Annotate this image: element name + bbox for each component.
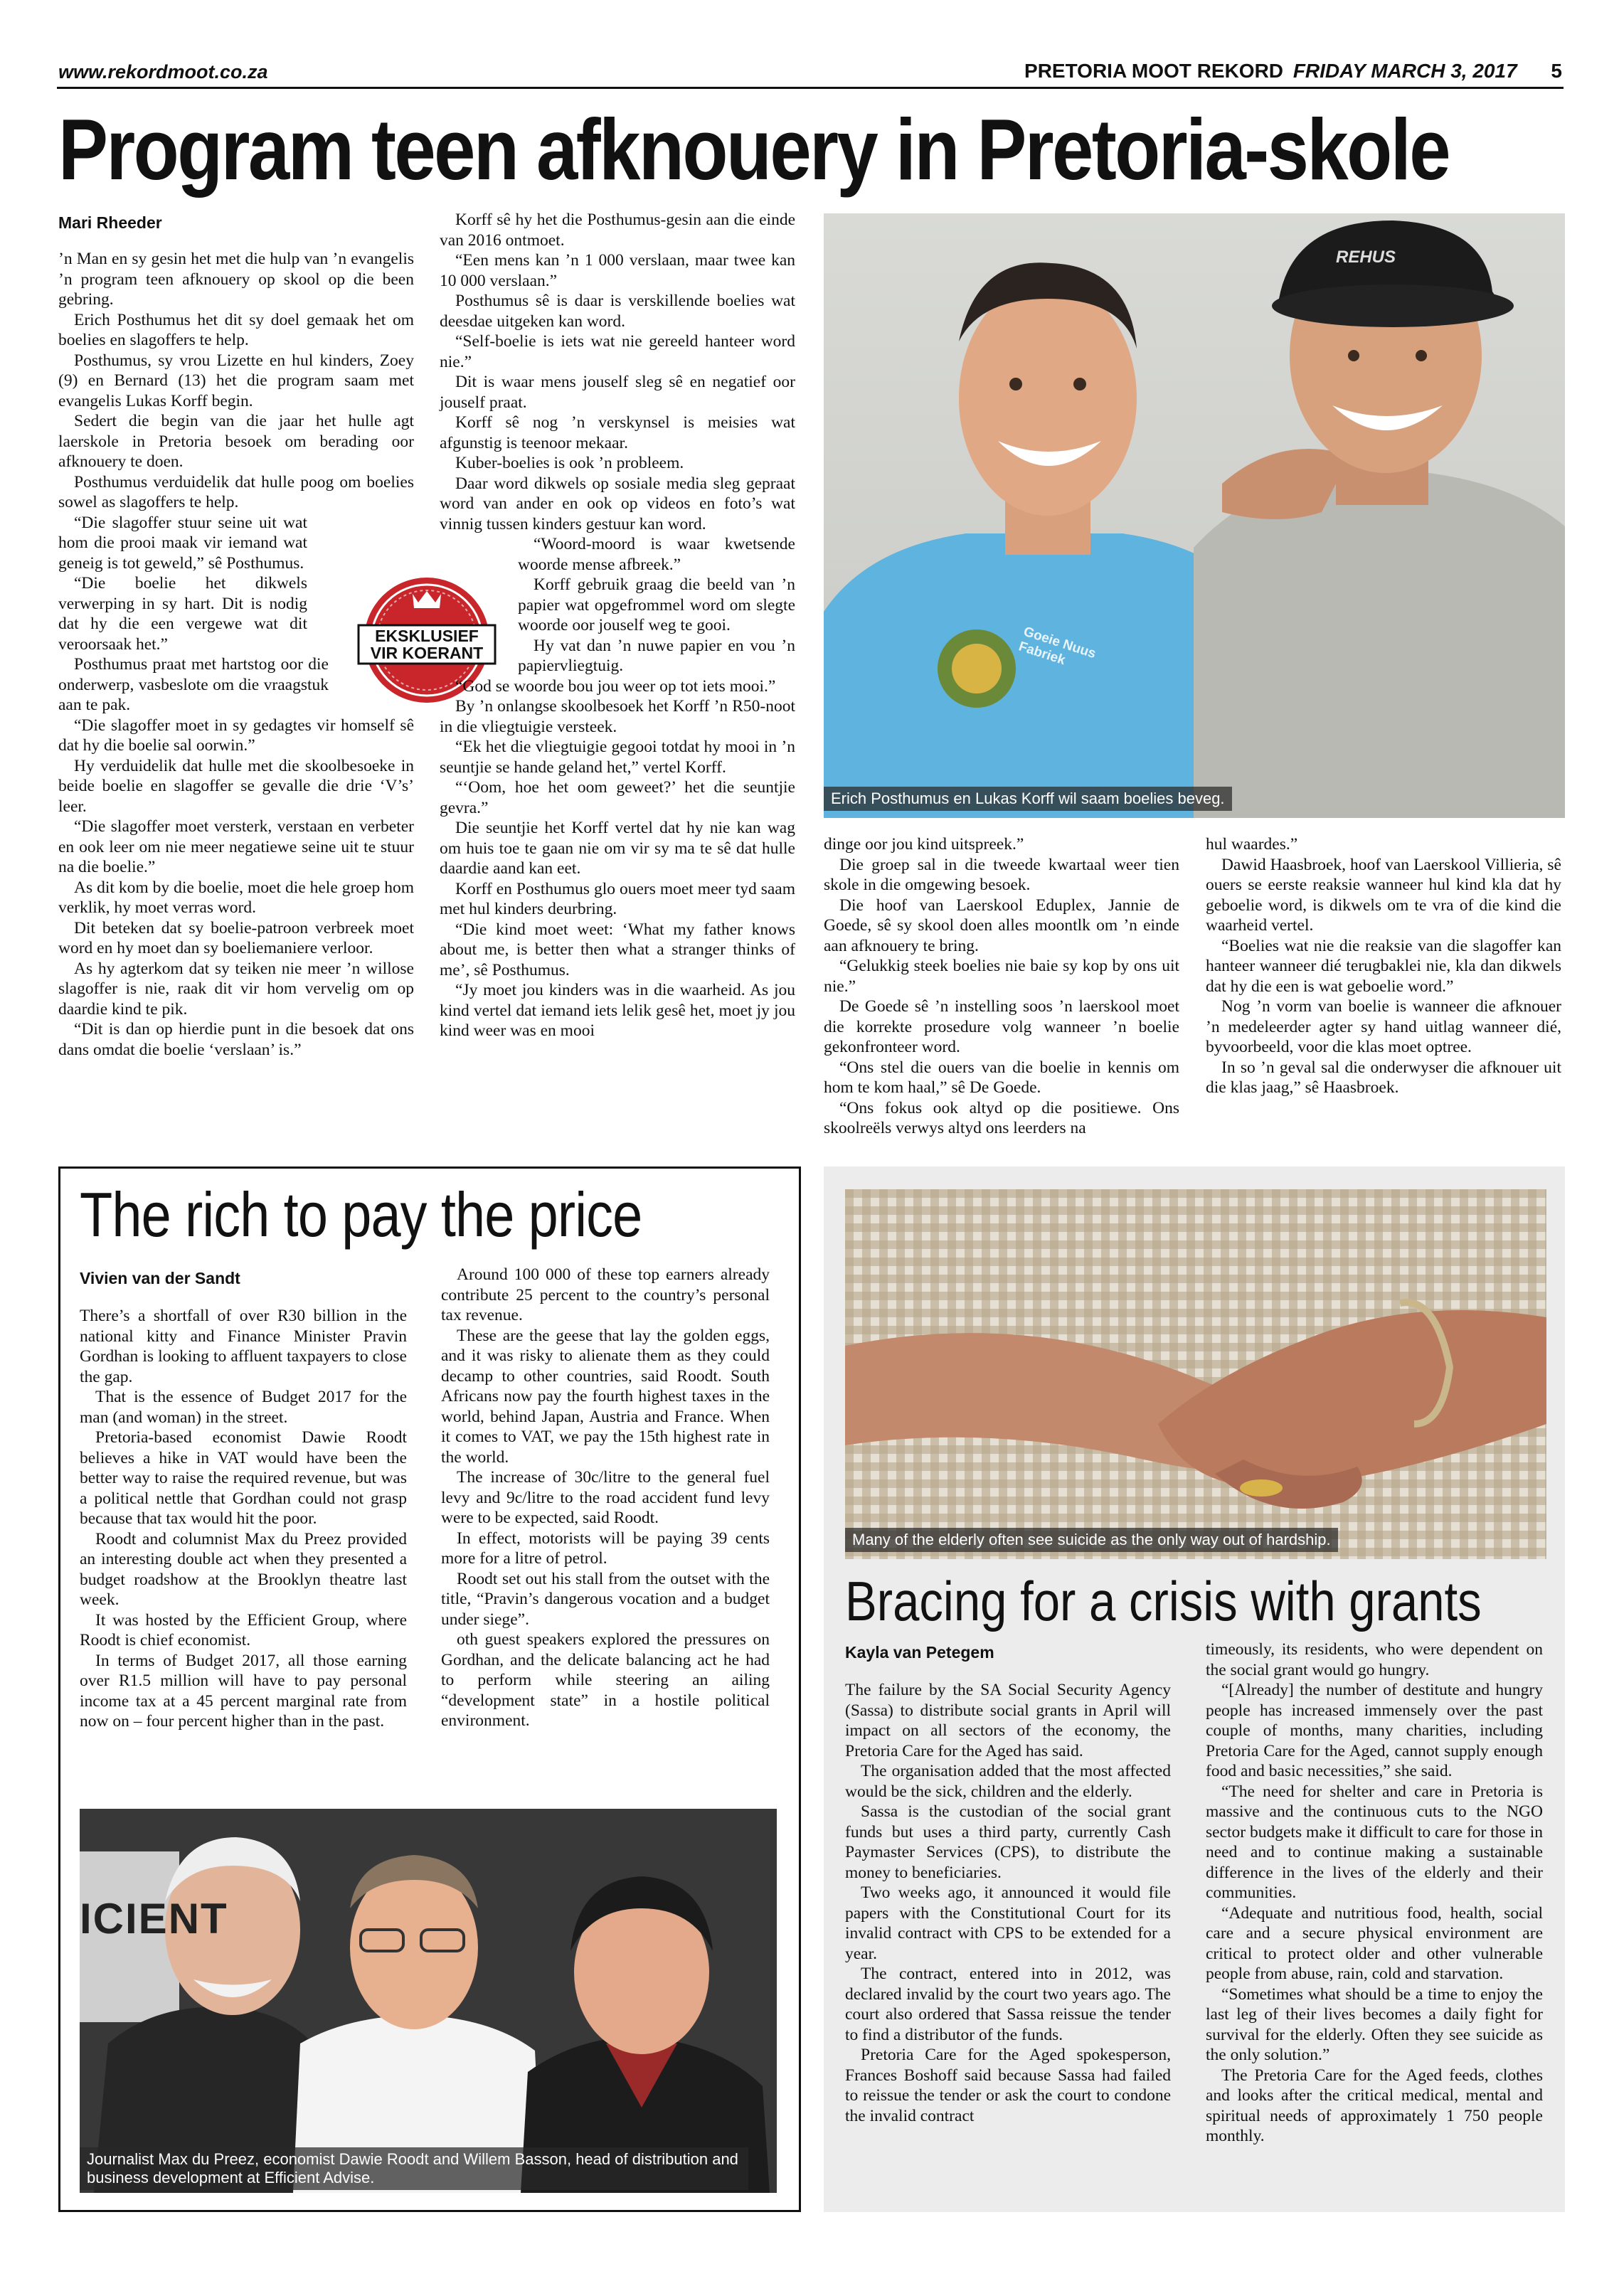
article1-col4 <box>1206 834 1561 1098</box>
paragraph: Daar word dikwels op sosiale media sleg gepraat word van ander en ook op videos en foto’s wat vinnig tussen kinders gestuur kan word. <box>440 474 795 533</box>
paragraph: There’s a shortfall of over R30 billion in the national kitty and Finance Minister Pravin Gordhan is looking to affluent taxpayers to close the gap. <box>80 1307 407 1386</box>
paragraph: “God se woorde bou jou weer op tot iets mooi.” <box>455 676 776 696</box>
two-men-photo-icon <box>824 213 1565 818</box>
article3-byline: Kayla van Petegem <box>845 1643 994 1662</box>
article3-col2 <box>1206 1639 1543 2147</box>
paragraph: “Ons fokus ook altyd op die positiewe. Ons skoolreëls verwys altyd ons leerders na <box>824 1098 1179 1137</box>
paragraph: De Goede sê ’n instelling soos ’n laerskool moet die korrekte prosedure volg wanneer ’n boelie gekonfronteer word. <box>824 997 1179 1056</box>
paragraph: Posthumus verduidelik dat hulle poog om boelies sowel as slagoffers te help. <box>58 472 414 511</box>
paragraph: In terms of Budget 2017, all those earning over R1.5 million will have to pay personal income tax at a 45 percent marginal rate from now on – four percent higher than in the past. <box>80 1651 407 1731</box>
paragraph: oth guest speakers explored the pressures on Gordhan, and the delicate balancing act he had to perform while steering an ailing “development state” in a hostile political environment. <box>441 1630 770 1730</box>
article3-headline: Bracing for a crisis with grants <box>845 1570 1482 1632</box>
badge-line2: VIR KOERANT <box>370 644 484 662</box>
article3-photo <box>845 1189 1546 1559</box>
paragraph: “Een mens kan ’n 1 000 verslaan, maar twee kan 10 000 verslaan.” <box>440 251 795 290</box>
paragraph: Erich Posthumus het dit sy doel gemaak het om boelies en slagoffers te help. <box>58 310 414 349</box>
paragraph: Sedert die begin van die jaar het hulle agt laerskole in Pretoria besoek om berading oor afknouery te doen. <box>58 412 414 471</box>
paragraph: The contract, entered into in 2012, was declared invalid by the court two years ago. The court also ordered that Sassa reissue the tender to find a distributor of the funds. <box>845 1965 1171 2044</box>
paragraph: Posthumus sê is daar is verskillende boelies wat deesdae uitgeken kan word. <box>440 292 795 331</box>
article2-byline: Vivien van der Sandt <box>80 1269 240 1287</box>
paragraph: “Die slagoffer moet in sy gedagtes vir homself sê dat hy die boelie sal oorwin.” <box>58 716 414 755</box>
paragraph: “Woord-moord is waar kwetsende woorde mense afbreek.” <box>518 535 795 574</box>
paragraph: In so ’n geval sal die onderwyser die afknouer uit die klas jaag,” sê Haasbroek. <box>1206 1058 1561 1097</box>
clasped-hands-photo-icon <box>845 1189 1546 1559</box>
badge-line1: EKSKLUSIEF <box>375 627 479 645</box>
issue-date: FRIDAY MARCH 3, 2017 <box>1292 60 1517 82</box>
paragraph: Posthumus praat met hartstog oor die onderwerp, vasbeslote om die vraagstuk aan te pak. <box>58 655 329 714</box>
paragraph: “Ons stel die ouers van die boelie in kennis om hom te kom haal,” sê De Goede. <box>824 1058 1179 1097</box>
paragraph: “Die slagoffer stuur seine uit wat hom die prooi maak vir iemand wat geneig is tot geweld,” sê Posthumus. <box>58 513 307 573</box>
paragraph: “Self-boelie is iets wat nie gereeld hanteer word nie.” <box>440 332 795 371</box>
paragraph: These are the geese that lay the golden eggs, and it was risky to alienate them as they could decamp to other countries, said Roodt. South Africans now pay the fourth highest taxes in the world, behind Japan, Austria and France. When it comes to VAT, we pay the 15th highest rate in the world. <box>441 1326 770 1467</box>
paragraph: Korff sê hy het die Posthumus-gesin aan die einde van 2016 ontmoet. <box>440 211 795 250</box>
paragraph: Dit is waar mens jouself sleg sê en negatief oor jouself praat. <box>440 373 795 412</box>
paragraph: “Die kind moet weet: ‘What my father knows about me, is better then what a stranger thinks of me’, sê Posthumus. <box>440 920 795 979</box>
paragraph: “[Already] the number of destitute and hungry people has increased immensely over the past couple of months, many charities, including Pretoria Care for the Aged, cannot supply enough food and basic necessities,” she said. <box>1206 1681 1543 1780</box>
article1-headline: Program teen afknouery in Pretoria-skole <box>58 101 1450 198</box>
article3-photo-caption: Many of the elderly often see suicide as the only way out of hardship. <box>845 1528 1338 1552</box>
paragraph: Korff gebruik graag die beeld van ’n papier wat opgefrommel word om slegte woorde oor jouself weg te gooi. <box>518 575 795 634</box>
paragraph: By ’n onlangse skoolbesoek het Korff ’n R50-noot in die vliegtuigie versteek. <box>440 697 795 736</box>
paragraph: Korff en Posthumus glo ouers moet meer tyd saam met hul kinders deurbring. <box>440 879 795 918</box>
three-men-photo-icon <box>80 1809 777 2193</box>
paragraph: That is the essence of Budget 2017 for the man (and woman) in the street. <box>80 1388 407 1427</box>
masthead-info <box>1024 60 1562 83</box>
paper-name: PRETORIA MOOT REKORD <box>1024 60 1284 82</box>
paragraph: “Die slagoffer moet versterk, verstaan en verbeter en ook leer om nie meer negatiewe seine uit te stuur na die boelie.” <box>58 817 414 876</box>
paragraph: timeously, its residents, who were dependent on the social grant would go hungry. <box>1206 1640 1543 1679</box>
paragraph: The Pretoria Care for the Aged feeds, clothes and looks after the critical medical, mental and spiritual needs of approximately 1 750 people monthly. <box>1206 2066 1543 2145</box>
paragraph: “Jy moet jou kinders was in die waarheid. As jou kind vertel dat iemand iets lelik gesê het, moet jy jou kind weer was en mooi <box>440 981 795 1040</box>
article1-col2 <box>440 210 795 1041</box>
paragraph: Korff sê nog ’n verskynsel is meisies wat afgunstig is teenoor mekaar. <box>440 413 795 452</box>
backdrop-text: ICIENT <box>80 1895 228 1942</box>
paragraph: The organisation added that the most affected would be the sick, children and the elderly. <box>845 1762 1171 1801</box>
paragraph: “The need for shelter and care in Pretoria is massive and the continuous cuts to the NGO sector budgets make it difficult to care for those in need and to continue making a sustainable difference in the lives of the elderly and their communities. <box>1206 1782 1543 1902</box>
article1-photo-caption: Erich Posthumus en Lukas Korff wil saam boelies beveg. <box>824 787 1232 811</box>
paragraph: Dawid Haasbroek, hoof van Laerskool Villieria, sê ouers se eerste reaksie wanneer hul kind kla dat hy geboelie word, is dikwels om te vra of die kind die waarheid vertel. <box>1206 855 1561 935</box>
paragraph: Dit beteken dat sy boelie-patroon verbreek moet word en hy moet dan sy boeliemaniere verloor. <box>58 918 414 957</box>
paragraph: Sassa is the custodian of the social grant funds but uses a third party, currently Cash Paymaster Services (CPS), to distribute the money to beneficiaries. <box>845 1802 1171 1882</box>
paragraph: Posthumus, sy vrou Lizette en hul kinders, Zoey (9) en Bernard (13) het die program saam met evangelis Lukas Korff begin. <box>58 351 414 410</box>
paragraph: The failure by the SA Social Security Agency (Sassa) to distribute social grants in April will impact on all sectors of the economy, the Pretoria Care for the Aged has said. <box>845 1681 1171 1760</box>
paragraph: Kuber-boelies is ook ’n probleem. <box>455 454 684 472</box>
header-rule <box>57 87 1564 89</box>
paragraph: Two weeks ago, it announced it would file papers with the Constitutional Court for its invalid contract with CPS to be extended for a year. <box>845 1883 1171 1963</box>
paragraph: “Gelukkig steek boelies nie baie sy kop by ons uit nie.” <box>824 957 1179 996</box>
paragraph: The increase of 30c/litre to the general fuel levy and 9c/litre to the road accident fund levy were to be expected, said Roodt. <box>441 1468 770 1527</box>
cap-logo-text: REHUS <box>1336 248 1396 267</box>
paragraph: Die seuntjie het Korff vertel dat hy nie kan wag om huis toe te gaan nie om vir sy ma te sê dat hulle daardie aand kan eet. <box>440 819 795 878</box>
paragraph: “Adequate and nutritious food, health, social care and a secure physical environment are critical to protect older and other vulnerable people from abuse, rain, cold and starvation. <box>1206 1903 1543 1983</box>
paragraph: Roodt set out his stall from the outset with the title, “Pravin’s dangerous vocation and a budget under siege”. <box>441 1569 770 1629</box>
article2-photo <box>80 1809 777 2193</box>
paragraph: It was hosted by the Efficient Group, where Roodt is chief economist. <box>80 1610 407 1649</box>
paragraph: “Sometimes what should be a time to enjoy the last leg of their lives becomes a daily fight for survival for the elderly. Often they see suicide as the only solution.” <box>1206 1984 1543 2064</box>
paragraph: Hy vat dan ’n nuwe papier en vou ’n papiervliegtuig. <box>518 636 795 675</box>
paragraph: hul waardes.” <box>1206 835 1298 854</box>
website-url: www.rekordmoot.co.za <box>58 61 268 83</box>
article1-col3 <box>824 834 1179 1139</box>
article2-headline: The rich to pay the price <box>80 1179 642 1250</box>
paragraph: “Boelies wat nie die reaksie van die slagoffer kan hanteer wanneer dié terugbaklei nie, kla dan dikwels dat hy die een is wat geboelie word.” <box>1206 936 1561 996</box>
article2-col1 <box>80 1306 407 1732</box>
article1-byline: Mari Rheeder <box>58 213 162 232</box>
paragraph: “Dit is dan op hierdie punt in die besoek dat ons dans omdat die boelie ‘verslaan’ is.” <box>58 1020 414 1059</box>
article1-photo <box>824 213 1565 818</box>
paragraph: Die groep sal in die tweede kwartaal weer tien skole in die omgewing besoek. <box>824 855 1179 894</box>
paragraph: Around 100 000 of these top earners already contribute 25 percent to the country’s personal tax revenue. <box>441 1265 770 1324</box>
article2-col2 <box>441 1265 770 1731</box>
paragraph: Pretoria Care for the Aged spokesperson, Frances Boshoff said because Sassa had failed to reissue the tender or ask the court to condone the invalid contract <box>845 2046 1171 2125</box>
paragraph: ’n Man en sy gesin het met die hulp van ’n evangelis ’n program teen afknouery op skool op die been gebring. <box>58 250 414 309</box>
shirt-logo-text: Goeie Nuus Fabriek <box>1016 624 1098 669</box>
paragraph: Pretoria-based economist Dawie Roodt believes a hike in VAT would have been the better way to raise the required revenue, but was a political nettle that Gordhan could not grasp because that tax would hit the poor. <box>80 1428 407 1528</box>
paragraph: Die hoof van Laerskool Eduplex, Jannie de Goede, sê sy skool doen alles moontlk om ’n einde aan afknouery te bring. <box>824 895 1179 955</box>
paragraph: Hy verduidelik dat hulle met die skoolbesoeke in beide boelie en slagoffer se gevalle die drie ‘V’s’ leer. <box>58 756 414 816</box>
page-number: 5 <box>1551 60 1562 82</box>
article2-photo-caption: Journalist Max du Preez, economist Dawie Roodt and Willem Basson, head of distribution and business development at Efficient Advise. <box>80 2147 748 2190</box>
paragraph: In effect, motorists will be paying 39 cents more for a litre of petrol. <box>441 1529 770 1568</box>
paragraph: “Ek het die vliegtuigie gegooi totdat hy mooi in ’n seuntjie se hande geland het,” vertel Korff. <box>440 738 795 777</box>
paragraph: Nog ’n vorm van boelie is wanneer die afknouer ’n medeleerder agter sy hand uitlag wanneer dié, byvoorbeeld, voor die klas moet optree. <box>1206 997 1561 1056</box>
article3-col1 <box>845 1680 1171 2126</box>
paragraph: As hy agterkom dat sy teiken nie meer ’n willose slagoffer is nie, raak dit vir hom vervelig om op daardie kind te pik. <box>58 959 414 1019</box>
paragraph: “Die boelie het dikwels verwerping in sy hart. Dit is nodig dat hy die een vergewe wat dit veroorsaak het.” <box>58 574 307 654</box>
paragraph: As dit kom by die boelie, moet die hele groep hom verklik, hy moet verras word. <box>58 878 414 917</box>
paragraph: Roodt and columnist Max du Preez provided an interesting double act when they presented a budget roadshow at the Brooklyn theatre last week. <box>80 1529 407 1609</box>
paragraph: dinge oor jou kind uitspreek.” <box>824 835 1024 854</box>
paragraph: “‘Oom, hoe het oom geweet?’ het die seuntjie gevra.” <box>440 778 795 817</box>
